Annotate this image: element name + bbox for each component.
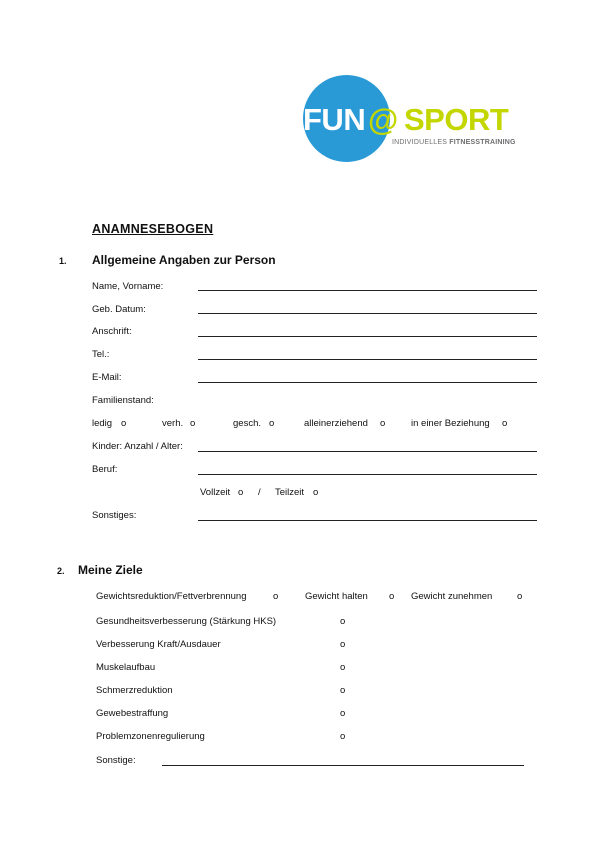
name-label: Name, Vorname: — [92, 281, 164, 292]
logo-at: @ — [368, 102, 398, 137]
goal-muscle: Muskelaufbau — [96, 662, 156, 673]
logo-sport: SPORT — [404, 102, 509, 137]
checkbox-alleinerziehend[interactable]: o — [380, 418, 386, 429]
checkbox-weight-keep[interactable]: o — [389, 591, 395, 602]
goal-pain: Schmerzreduktion — [96, 685, 173, 696]
goal-weight-loss: Gewichtsreduktion/Fettverbrennung — [96, 591, 247, 602]
job-line[interactable] — [198, 474, 537, 475]
phone-line[interactable] — [198, 359, 537, 360]
address-line[interactable] — [198, 336, 537, 337]
checkbox-ledig[interactable]: o — [121, 418, 127, 429]
job-option-fulltime: Vollzeit — [200, 487, 231, 498]
email-line[interactable] — [198, 382, 537, 383]
checkbox-muscle[interactable]: o — [340, 662, 346, 673]
section-2-heading: Meine Ziele — [78, 563, 143, 577]
marital-option-ledig: ledig — [92, 418, 113, 429]
document-title: ANAMNESEBOGEN — [92, 222, 214, 236]
dob-line[interactable] — [198, 313, 537, 314]
other-label: Sonstiges: — [92, 510, 137, 521]
checkbox-weight-gain[interactable]: o — [517, 591, 523, 602]
email-label: E-Mail: — [92, 372, 122, 383]
address-label: Anschrift: — [92, 326, 132, 337]
children-label: Kinder: Anzahl / Alter: — [92, 441, 183, 452]
goal-tissue: Gewebestraffung — [96, 708, 169, 719]
phone-label: Tel.: — [92, 349, 110, 360]
checkbox-health[interactable]: o — [340, 616, 346, 627]
marital-option-verh: verh. — [162, 418, 184, 429]
goal-weight-keep: Gewicht halten — [305, 591, 368, 602]
job-option-parttime: Teilzeit — [275, 487, 305, 498]
logo-subtitle: INDIVIDUELLES FITNESSTRAINING — [392, 139, 516, 146]
section-1-heading: Allgemeine Angaben zur Person — [92, 253, 276, 267]
goal-weight-gain: Gewicht zunehmen — [411, 591, 493, 602]
section-2-number: 2. — [57, 566, 65, 576]
marital-label: Familienstand: — [92, 395, 154, 406]
goal-strength: Verbesserung Kraft/Ausdauer — [96, 639, 221, 650]
checkbox-fulltime[interactable]: o — [238, 487, 244, 498]
checkbox-tissue[interactable]: o — [340, 708, 346, 719]
other-line[interactable] — [198, 520, 537, 521]
checkbox-problem-zones[interactable]: o — [340, 731, 346, 742]
goal-other-label: Sonstige: — [96, 755, 136, 766]
checkbox-weight-loss[interactable]: o — [273, 591, 279, 602]
job-option-separator: / — [258, 487, 261, 498]
checkbox-beziehung[interactable]: o — [502, 418, 508, 429]
logo-fun: FUN — [303, 102, 366, 137]
checkbox-pain[interactable]: o — [340, 685, 346, 696]
checkbox-parttime[interactable]: o — [313, 487, 319, 498]
dob-label: Geb. Datum: — [92, 304, 146, 315]
checkbox-gesch[interactable]: o — [269, 418, 275, 429]
checkbox-verh[interactable]: o — [190, 418, 196, 429]
goal-problem-zones: Problemzonenregulierung — [96, 731, 205, 742]
goal-health: Gesundheitsverbesserung (Stärkung HKS) — [96, 616, 277, 627]
name-line[interactable] — [198, 290, 537, 291]
job-label: Beruf: — [92, 464, 118, 475]
section-1-number: 1. — [59, 256, 67, 266]
marital-option-alleinerziehend: alleinerziehend — [304, 418, 368, 429]
children-line[interactable] — [198, 451, 537, 452]
checkbox-strength[interactable]: o — [340, 639, 346, 650]
marital-option-gesch: gesch. — [233, 418, 261, 429]
marital-option-beziehung: in einer Beziehung — [411, 418, 490, 429]
goal-other-line[interactable] — [162, 765, 524, 766]
